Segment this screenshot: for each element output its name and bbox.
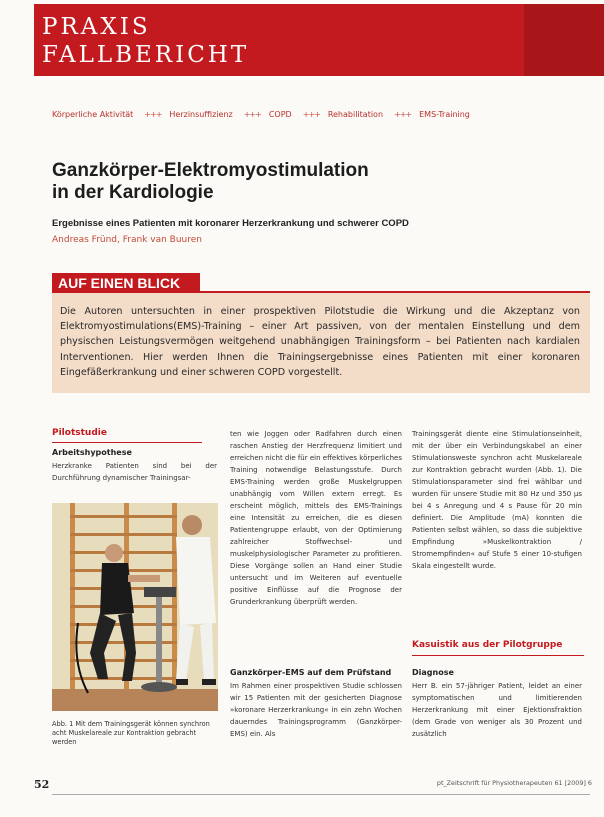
article-title [52,160,472,204]
photo-illustration [52,503,218,711]
header-shade [524,4,604,76]
body-text [230,428,402,608]
keyword: COPD [268,110,292,119]
article-subtitle: Ergebnisse eines Patienten mit koronarer Herzerkrankung und schwerer COPD [52,218,409,229]
body-text [412,428,582,572]
paragraph: ten wie Joggen oder Radfahren durch einen raschen Anstieg der Herzfrequenz limitiert und erreichen nicht die für ein effektives körperliches Training notwendige Belastungsstufe. Durch EMS-Training werden große Muskelgruppen unabhängig vom Willen extern erregt. Es erscheint möglich, mittels des EMS-Trainings eine Intensität zu erreichen, die es diesen Patientengruppe erlaubt, von der Optimierung zahlreicher Stoffwechsel- und muskelphysiologischer Parameter zu profitieren. Diese Vorgänge sollen an Hand einer Studie untersucht und im Weiteren auf eventuelle positive Einflüsse auf die Prognose der Grunderkrankung überprüft werden. [230,430,402,606]
body-text [412,680,582,740]
page-number: 52 [34,778,50,791]
keyword-separator: +++ [302,110,320,119]
training-photo [52,503,218,711]
journal-reference: pt_Zeitschrift für Physiotherapeuten 61 [2009] 6 [436,779,592,787]
figure-caption: Abb. 1 Mit dem Trainingsgerät können synchron acht Muskelareale zur Kontraktion gebracht werden [52,720,210,746]
section-rule [412,655,584,656]
glance-text: Die Autoren untersuchten in einer prospektiven Pilotstudie die Wirkung und die Akzeptanz von Elektromyostimulations(EMS)-Training – einer Art passiven, von der mentalen Einstellung und dem physischen Leistungsvermögen weitgehend unabhängigen Trainingsform – bei Patienten nach kardialen Interventionen. Hier werden Ihnen die Trainingsergebnisse eines Patienten mit einer koronaren Eingefäßerkrankung und einer schweren COPD vorgestellt. [60,306,580,378]
keyword: Körperliche Aktivität [52,110,134,119]
paragraph: Trainingsgerät diente eine Stimulationseinheit, mit der über ein Verbindungskabel an einer Stimulationsweste synchron acht Muskelareale zur Kontraktion gebracht wurden (Abb. 1). Die Stimulationsparameter sind frei wählbar und wurden für unsere Studie mit 80 Hz und 350 µs bei 4 s Anregung und 4 s Pause für 20 min definiert. Die Amplitude (mA) konnten die Patienten selbst wählen, so dass die subjektive Empfindung »Muskelkontraktion / Stromempfinden« auf Stufe 5 einer 10-stufigen Skala eingestellt wurde. [412,430,582,570]
keyword: Herzinsuffizienz [169,110,233,119]
article-title-line2: in der Kardiologie [52,182,214,203]
subheading-diagnose: Diagnose [412,668,454,677]
body-text [230,680,402,740]
body-text [52,460,217,484]
article-title-line1: Ganzkörper-Elektromyostimulation [52,160,369,181]
paragraph: Herzkranke Patienten sind bei der Durchführung dynamischer Trainingsar- [52,462,217,482]
paragraph: Im Rahmen einer prospektiven Studie schlossen wir 15 Patienten mit der gesicherten Diagnose »koronare Herzerkrankung« in ein zehn Wochen dauerndes Trainingsprogramm (Ganzkörper-EMS) ein. Als [230,682,402,738]
subheading-arbeitshypothese: Arbeitshypothese [52,448,132,457]
section-heading-kasuistik: Kasuistik aus der Pilotgruppe [412,640,563,650]
article-authors: Andreas Fründ, Frank van Buuren [52,235,202,245]
footer-rule [52,794,590,795]
section-header [34,4,604,76]
header-line-praxis: PRAXIS [42,14,151,40]
glance-heading-tab [52,273,200,293]
section-heading-pilotstudie: Pilotstudie [52,428,107,438]
keyword: EMS-Training [419,110,470,119]
glance-box [52,293,590,393]
header-line-fallbericht: FALLBERICHT [42,42,250,68]
subheading-ganzkoerper-ems: Ganzkörper-EMS auf dem Prüfstand [230,668,392,677]
keyword-separator: +++ [243,110,261,119]
section-rule [52,442,202,443]
keyword: Rehabilitation [327,110,384,119]
paragraph: Herr B. ein 57-jähriger Patient, leidet an einer symptomatischen und limitierenden Herzerkrankung mit einer Ejektionsfraktion (dem Grade von weniger als 30 Prozent und zusätzlich [412,682,582,738]
keyword-separator: +++ [394,110,412,119]
keyword-separator: +++ [144,110,162,119]
keyword-list [52,110,592,119]
glance-heading: AUF EINEN BLICK [58,275,181,291]
